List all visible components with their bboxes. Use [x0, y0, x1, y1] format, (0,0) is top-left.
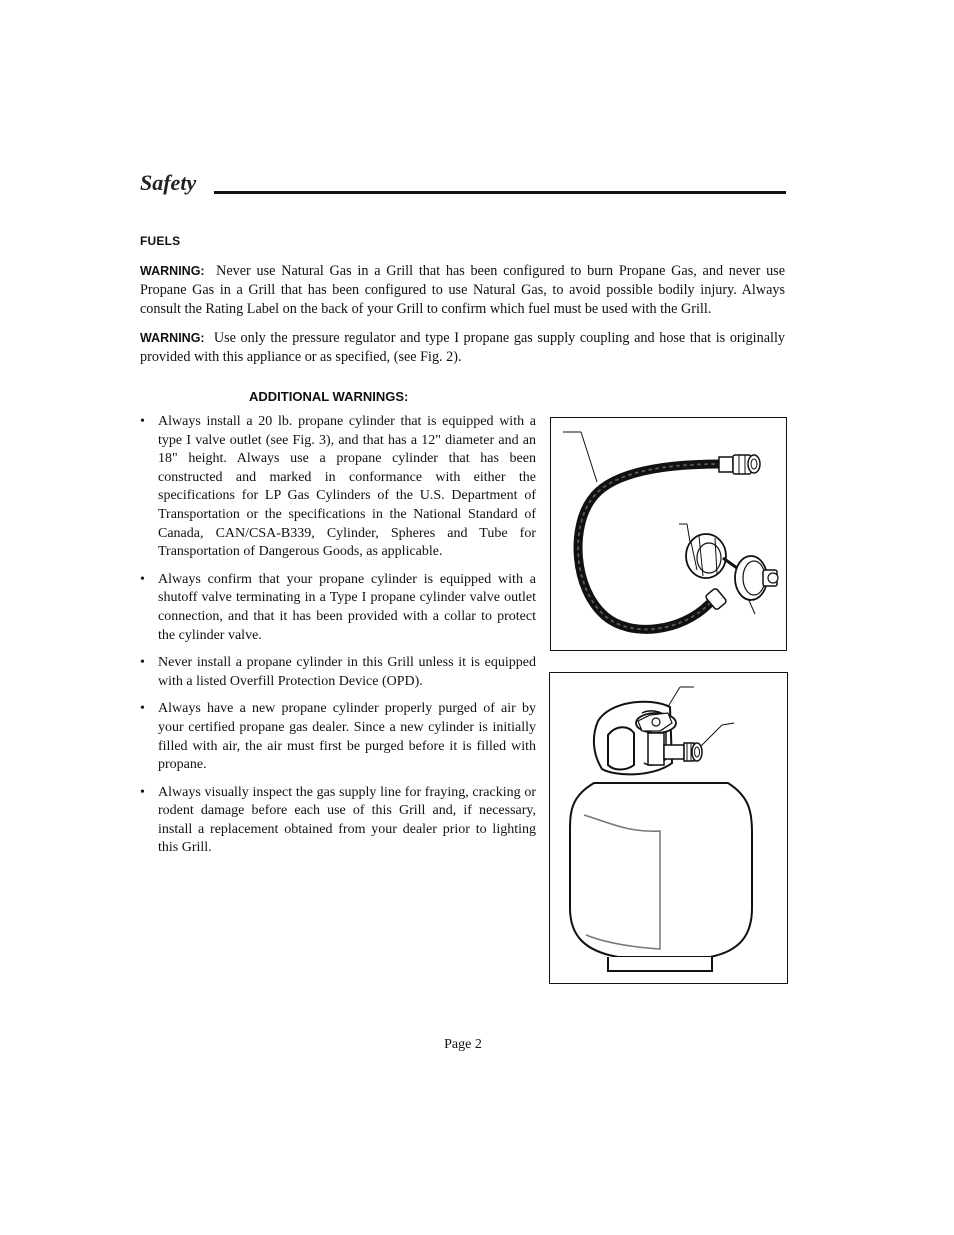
warnings-list — [140, 413, 536, 867]
propane-cylinder-figure — [549, 672, 788, 984]
list-item-text: Never install a propane cylinder in this Grill unless it is equipped with a listed Overfill Protection Device (OPD). — [158, 655, 536, 689]
list-item — [140, 571, 536, 645]
bullet-icon: • — [140, 414, 145, 429]
warning-paragraph-1 — [140, 262, 785, 319]
warning-label: WARNING: — [140, 264, 205, 278]
warning-paragraph-2 — [140, 329, 785, 367]
page-number: Page 2 — [444, 1037, 482, 1052]
list-item-text: Always have a new propane cylinder properly purged of air by your certified propane gas dealer. Since a new cylinder is initially filled with air, the air must first be purged before it is filled with propane. — [158, 701, 536, 773]
bullet-icon: • — [140, 701, 145, 717]
list-item-text: Always install a 20 lb. propane cylinder that is equipped with a type I valve outlet (see Fig. 3), and that has a 12" diameter and an 18" height. Always use a propane cylinder that has been constructed and marked in conformance with either the specifications for LP Gas Cylinders of the U.S. Department of Transportation or the specifications in the National Standard of Canada, CAN/CSA-B339, Cylinder, Spheres and Tube for Transportation of Dangerous Goods, as applicable. — [158, 414, 536, 560]
list-item — [140, 700, 536, 774]
warning-label: WARNING: — [140, 331, 205, 345]
list-item — [140, 413, 536, 562]
list-item-text: Always confirm that your propane cylinder is equipped with a shutoff valve terminating in a Type I propane cylinder valve outlet connection, and that it has been provided with a collar to protect the cylinder valve. — [158, 571, 536, 643]
title-rule — [214, 191, 786, 194]
additional-warnings-heading: ADDITIONAL WARNINGS: — [249, 389, 409, 404]
bullet-icon: • — [140, 655, 145, 671]
bullet-icon: • — [140, 784, 145, 800]
hose-regulator-figure — [550, 417, 787, 651]
list-item — [140, 784, 536, 858]
propane-cylinder-icon — [550, 673, 787, 983]
list-item — [140, 654, 536, 691]
section-title: Safety — [140, 170, 197, 195]
bullet-icon: • — [140, 571, 145, 587]
list-item-text: Always visually inspect the gas supply line for fraying, cracking or rodent damage before each use of this Grill and, if necessary, install a replacement obtained from your dealer prior to lighting this Grill. — [158, 784, 536, 856]
warning-text: Never use Natural Gas in a Grill that has been configured to burn Propane Gas, and never use Propane Gas in a Grill that has been configured to use Natural Gas, to avoid possible bodily injury. Always consult the Rating Label on the back of your Grill to confirm which fuel must be used with the Grill. — [140, 263, 785, 317]
hose-regulator-icon — [551, 418, 786, 650]
fuels-heading: FUELS — [140, 234, 181, 248]
warning-text: Use only the pressure regulator and type I propane gas supply coupling and hose that is originally provided with this appliance or as specified, (see Fig. 2). — [140, 330, 785, 365]
